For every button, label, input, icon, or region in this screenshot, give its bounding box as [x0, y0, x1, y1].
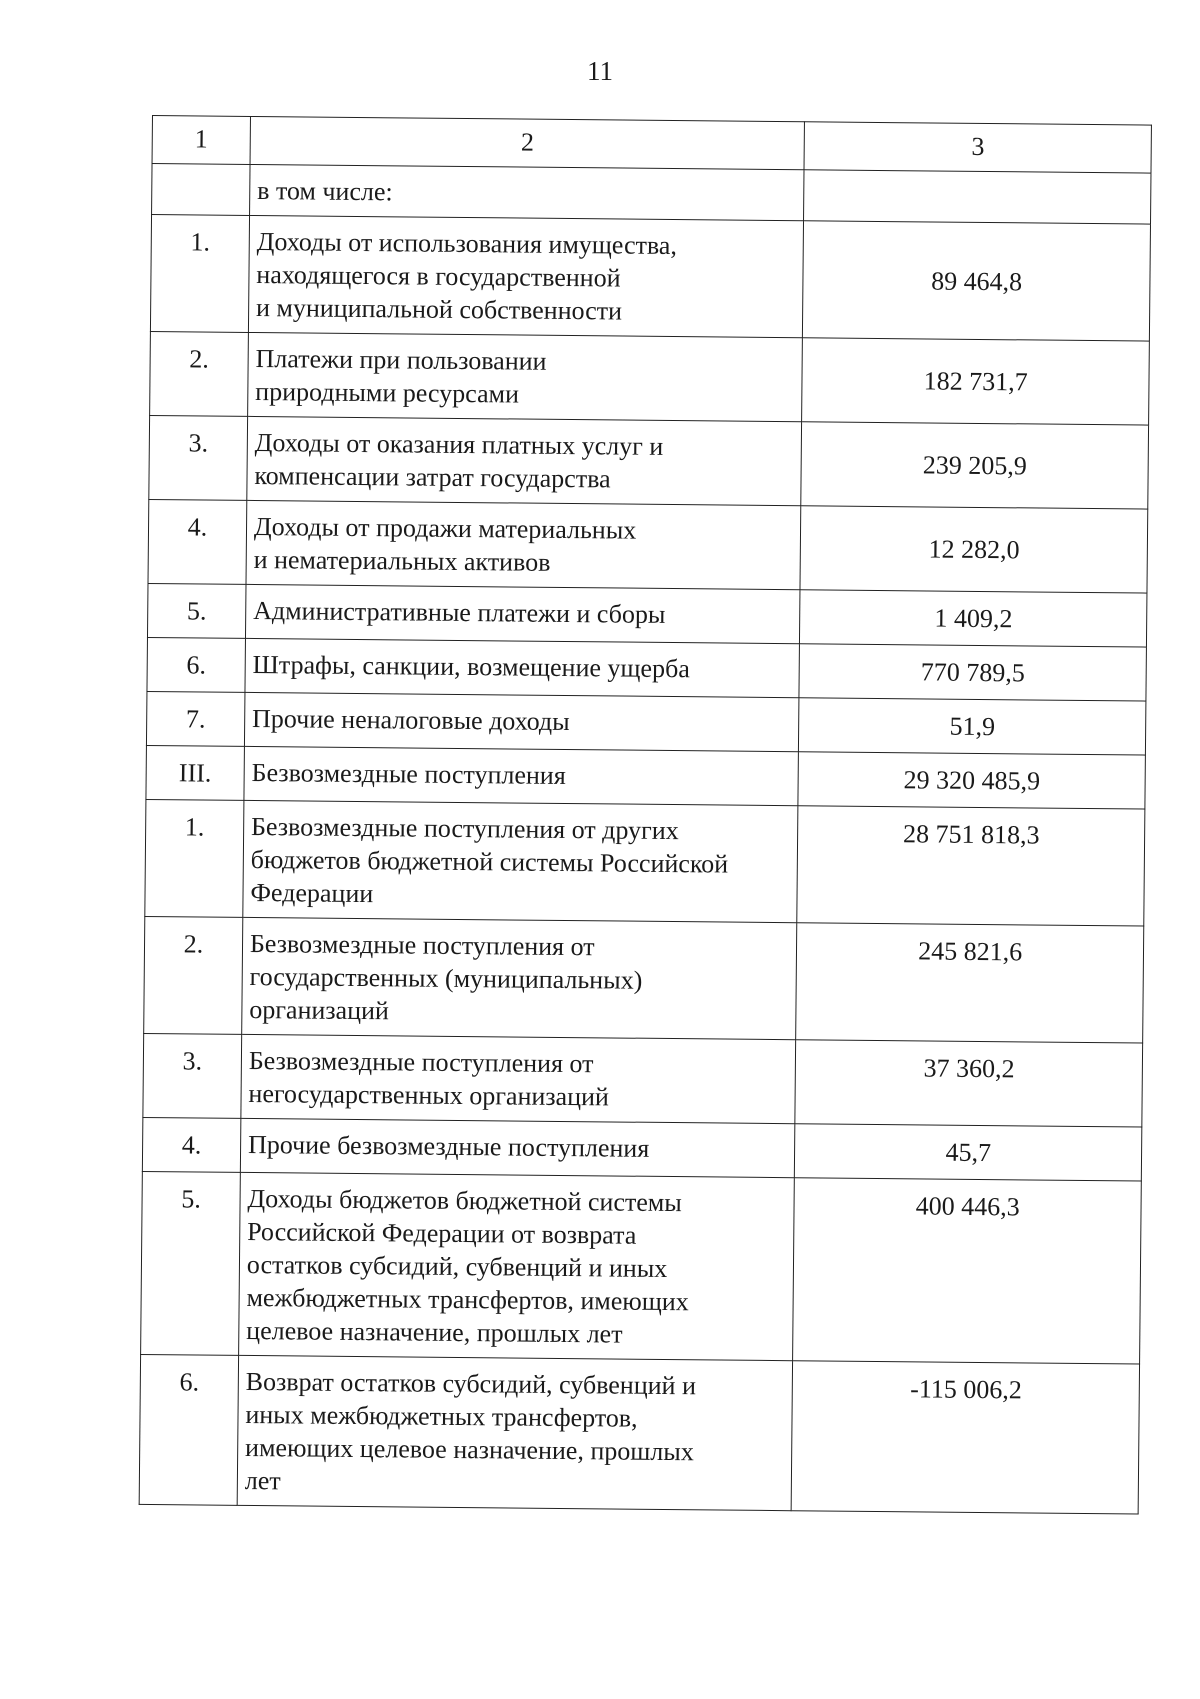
description-line: Административные платежи и сборы	[253, 595, 666, 629]
description-line: Платежи при пользовании	[255, 344, 547, 376]
description-line: компенсации затрат государства	[254, 461, 611, 494]
description-line: Безвозмездные поступления	[251, 757, 566, 791]
page-number: 11	[587, 56, 613, 86]
description-line: иных межбюджетных трансфертов,	[245, 1399, 638, 1433]
description-line: Безвозмездные поступления от других	[250, 811, 679, 846]
table-row	[146, 691, 1145, 755]
description-line: негосударственных организаций	[248, 1078, 610, 1112]
row-description	[242, 917, 798, 1039]
row-description	[245, 638, 800, 697]
row-number: 1.	[145, 799, 244, 917]
table-row	[147, 583, 1146, 647]
description-line: природными ресурсами	[255, 377, 520, 409]
row-description	[246, 500, 801, 589]
row-number: 7.	[146, 691, 244, 746]
row-amount: 89 464,8	[803, 221, 1151, 341]
description-line: имеющих целевое назначение, прошлых	[244, 1432, 694, 1467]
subheader-label: в том числе:	[249, 164, 804, 220]
row-description	[240, 1118, 795, 1177]
row-number: 1.	[150, 215, 249, 333]
header-col-3: 3	[804, 122, 1151, 173]
row-number: 4.	[148, 499, 247, 584]
description-line: Возврат остатков субсидий, субвенций и	[245, 1366, 697, 1401]
row-number: 2.	[150, 331, 249, 416]
row-description	[244, 746, 799, 805]
description-line: Прочие неналоговые доходы	[251, 703, 570, 737]
table-row	[142, 1117, 1141, 1181]
row-description	[245, 584, 800, 643]
revenue-table	[139, 115, 1152, 1515]
row-description	[248, 332, 803, 421]
row-number: 3.	[143, 1033, 242, 1118]
row-description	[241, 1034, 796, 1123]
description-line: Российской Федерации от возврата	[247, 1216, 637, 1250]
table-row	[149, 415, 1149, 509]
table-row	[145, 799, 1145, 926]
header-col-1: 1	[152, 116, 250, 165]
subheader-value-cell	[804, 170, 1151, 224]
row-amount: 770 789,5	[799, 644, 1146, 701]
row-description	[237, 1355, 793, 1510]
table-row	[144, 916, 1144, 1043]
description-line: Доходы от оказания платных услуг и	[254, 428, 664, 461]
row-description	[244, 692, 799, 751]
description-line: Федерации	[250, 877, 374, 909]
row-number: 6.	[147, 637, 245, 692]
description-line: лет	[244, 1465, 281, 1496]
description-line: и нематериальных активов	[253, 544, 551, 577]
table-row	[143, 1033, 1143, 1127]
description-line: Доходы от продажи материальных	[253, 511, 637, 545]
row-number: III.	[146, 745, 244, 800]
description-line: Безвозмездные поступления от	[248, 1045, 594, 1079]
row-amount: -115 006,2	[792, 1361, 1140, 1514]
description-line: находящегося в государственной	[256, 260, 621, 293]
description-line: государственных (муниципальных)	[249, 961, 643, 995]
row-amount: 182 731,7	[802, 338, 1149, 425]
description-line: и муниципальной собственности	[255, 293, 623, 326]
description-line: Прочие безвозмездные поступления	[247, 1129, 650, 1163]
description-line: бюджетов бюджетной системы Российской	[250, 844, 729, 879]
row-description	[248, 215, 804, 337]
row-amount: 239 205,9	[801, 422, 1148, 509]
row-amount: 51,9	[799, 698, 1146, 755]
row-number: 4.	[142, 1117, 240, 1172]
description-line: межбюджетных трансфертов, имеющих	[246, 1282, 689, 1317]
table-row	[146, 745, 1145, 809]
row-number: 5.	[141, 1171, 241, 1355]
row-amount: 29 320 485,9	[798, 752, 1145, 809]
row-amount: 245 821,6	[796, 923, 1144, 1043]
description-line: Доходы бюджетов бюджетной системы	[247, 1183, 682, 1218]
table-row	[148, 499, 1148, 593]
table-row	[150, 331, 1150, 425]
row-number: 6.	[139, 1354, 238, 1505]
table-row	[147, 637, 1146, 701]
row-number: 3.	[149, 415, 248, 500]
description-line: целевое назначение, прошлых лет	[246, 1315, 623, 1349]
description-line: Штрафы, санкции, возмещение ущерба	[252, 649, 690, 684]
row-amount: 37 360,2	[795, 1040, 1142, 1127]
row-amount: 400 446,3	[793, 1178, 1141, 1364]
table-row	[139, 1354, 1139, 1514]
row-amount: 28 751 818,3	[797, 806, 1145, 926]
description-line: организаций	[249, 994, 390, 1026]
description-line: остатков субсидий, субвенций и иных	[246, 1249, 668, 1283]
row-description	[239, 1172, 795, 1360]
row-description	[243, 800, 799, 922]
row-number: 2.	[144, 916, 243, 1034]
row-description	[247, 416, 802, 505]
row-amount: 45,7	[795, 1124, 1142, 1181]
table-row	[150, 215, 1150, 342]
description-line: Безвозмездные поступления от	[249, 928, 595, 962]
row-amount: 1 409,2	[800, 590, 1147, 647]
table-body	[139, 116, 1151, 1515]
header-col-2: 2	[250, 116, 805, 169]
table-row	[141, 1171, 1142, 1364]
description-line: Доходы от использования имущества,	[256, 227, 678, 261]
row-amount: 12 282,0	[800, 506, 1147, 593]
row-number: 5.	[147, 583, 245, 638]
subheader-num-cell	[152, 164, 250, 216]
